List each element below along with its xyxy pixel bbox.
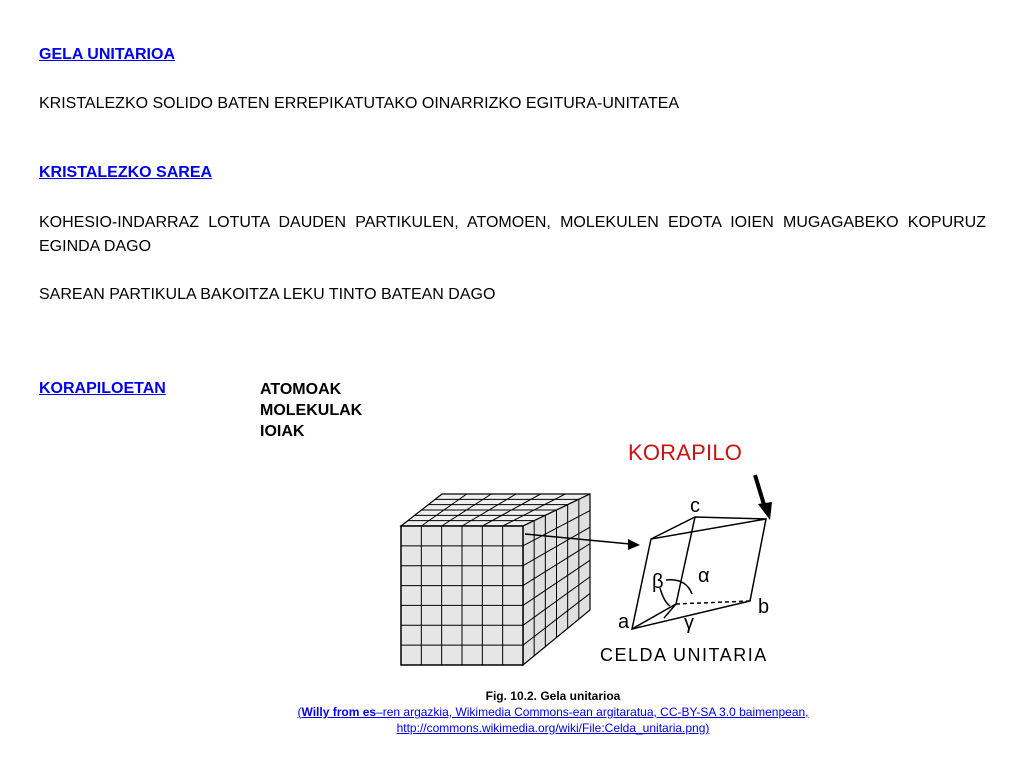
sarean-partikula-text: SAREAN PARTIKULA BAKOITZA LEKU TINTO BATEAN DAGO [39, 286, 496, 303]
axis-label-b: b [758, 596, 770, 618]
caption-source-link[interactable] [200, 704, 906, 720]
list-item: MOLEKULAK [260, 402, 363, 419]
korapilo-label: KORAPILO [628, 440, 743, 465]
list-item: ATOMOAK [260, 381, 342, 398]
lattice-cube [401, 494, 590, 665]
crystal-figure [380, 470, 820, 670]
heading-korapiloetan[interactable]: KORAPILOETAN [39, 380, 166, 397]
gela-unitarioa-definition: KRISTALEZKO SOLIDO BATEN ERREPIKATUTAKO OINARRIZKO EGITURA-UNITATEA [39, 95, 680, 112]
korapilo-pointer-arrow [755, 475, 772, 520]
heading-kristalezko-sarea[interactable]: KRISTALEZKO SAREA [39, 164, 213, 181]
angle-label-gamma: γ [684, 612, 694, 634]
heading-gela-unitarioa[interactable]: GELA UNITARIOA [39, 46, 175, 63]
figure-caption [200, 688, 906, 736]
kristalezko-sarea-definition: KOHESIO-INDARRAZ LOTUTA DAUDEN PARTIKULEN, ATOMOEN, MOLEKULEN EDOTA IOIEN MUGAGABEKO KOPURUZ EGINDA DAGO [39, 214, 986, 255]
caption-url-link[interactable]: http://commons.wikimedia.org/wiki/File:Celda_unitaria.png) [396, 721, 710, 735]
angle-label-beta: β [652, 571, 664, 593]
angle-label-alpha: α [698, 565, 710, 587]
caption-author: Willy from es [301, 705, 377, 719]
axis-label-a: a [618, 611, 630, 633]
caption-title: Fig. 10.2. Gela unitarioa [485, 689, 621, 703]
caption-line1-rest: –ren argazkia, Wikimedia Commons-ean argitaratua, CC-BY-SA 3.0 baimenpean, [376, 705, 809, 719]
celda-unitaria-label: CELDA UNITARIA [600, 645, 768, 665]
caption-open: ( [297, 705, 302, 719]
axis-label-c: c [690, 495, 700, 517]
korapilo-items-list [260, 379, 362, 442]
list-item: IOIAK [260, 423, 305, 440]
